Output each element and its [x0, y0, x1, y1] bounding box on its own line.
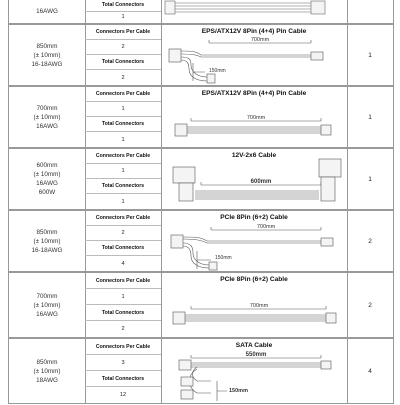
cable-title: PCIe 8Pin (6+2) Cable [220, 214, 288, 221]
diagram-cell [161, 339, 348, 403]
connectors-cell [85, 149, 162, 209]
cable-illustration [161, 87, 347, 149]
connectors-cell [85, 25, 162, 85]
per-cable-value: 1 [85, 164, 161, 179]
dimension-main: 700mm [246, 115, 266, 121]
per-cable-value: 3 [85, 355, 161, 371]
connectors-cell [85, 211, 162, 271]
total-label: Total Connectors [85, 241, 161, 256]
qty-value: 2 [368, 301, 372, 309]
cable-row-eps-850 [8, 24, 394, 86]
gauge: 16AWG [36, 310, 58, 318]
tolerance: (± 10mm) [33, 367, 61, 375]
top-total-value: 1 [121, 14, 125, 21]
total-value: 4 [121, 260, 125, 267]
dimension-main: 550mm [245, 352, 267, 358]
dimension-branch: 150mm [215, 255, 232, 261]
per-cable-value: 1 [85, 289, 161, 305]
per-cable-label: Connectors Per Cable [85, 211, 161, 226]
total-label: Total Connectors [85, 117, 161, 132]
qty-cell [347, 339, 393, 403]
dimension-main: 700mm [250, 37, 270, 43]
dimension-main: 700mm [249, 303, 269, 309]
per-cable-label: Connectors Per Cable [85, 87, 161, 102]
gauge: 16AWG [36, 122, 58, 130]
power-rating: 600W [38, 189, 56, 196]
length: 600mm [36, 162, 58, 169]
length: 700mm [36, 292, 58, 300]
diagram-cell [161, 149, 348, 209]
qty-cell [347, 211, 393, 271]
total-value: 2 [121, 326, 125, 332]
top-partial-row [8, 0, 394, 24]
per-cable-value: 2 [85, 40, 161, 55]
qty-cell [347, 149, 393, 209]
diagram-cell [161, 273, 348, 337]
per-cable-label: Connectors Per Cable [85, 149, 161, 164]
total-value: 1 [121, 136, 125, 143]
total-value: 1 [121, 198, 125, 205]
length: 700mm [36, 104, 58, 112]
connectors-cell [85, 273, 162, 337]
cable-row-pcie-700 [8, 272, 394, 338]
per-cable-label: Connectors Per Cable [85, 339, 161, 355]
length: 850mm [36, 42, 58, 50]
total-label: Total Connectors [85, 55, 161, 70]
cable-row-eps-700 [8, 86, 394, 148]
qty-cell [347, 87, 393, 147]
diagram-cell [161, 25, 348, 85]
qty-value: 1 [368, 113, 372, 121]
spec-cell [9, 87, 86, 147]
top-connectors [85, 0, 162, 23]
spec-cell [9, 273, 86, 337]
cable-title: EPS/ATX12V 8Pin (4+4) Pin Cable [201, 28, 307, 35]
tolerance: (± 10mm) [33, 51, 61, 59]
top-spec [9, 0, 86, 23]
gauge: 18AWG [36, 376, 58, 384]
cable-title: EPS/ATX12V 8Pin (4+4) Pin Cable [201, 90, 307, 97]
gauge: 16AWG [36, 180, 58, 187]
qty-value: 1 [368, 51, 372, 59]
per-cable-value: 1 [85, 102, 161, 117]
qty-cell [347, 25, 393, 85]
tolerance: (± 10mm) [33, 237, 61, 245]
spec-cell [9, 211, 86, 271]
dimension-branch: 150mm [229, 388, 248, 394]
connectors-cell [85, 87, 162, 147]
top-total-label: Total Connectors [85, 0, 161, 12]
per-cable-label: Connectors Per Cable [85, 25, 161, 40]
qty-value: 1 [368, 175, 372, 183]
dimension-branch: 150mm [209, 68, 226, 74]
connectors-cell [85, 339, 162, 403]
qty-value: 2 [368, 237, 372, 245]
cable-title: 12V-2x6 Cable [231, 152, 277, 159]
gauge: 16-18AWG [31, 246, 63, 254]
cable-illustration [161, 211, 347, 273]
diagram-cell [161, 87, 348, 147]
cable-row-sata [8, 338, 394, 404]
qty-value: 4 [368, 367, 372, 375]
tolerance: (± 10mm) [33, 171, 61, 178]
total-value: 12 [119, 392, 127, 398]
spec-cell [9, 149, 86, 209]
cable-illustration [161, 273, 347, 339]
cable-title: SATA Cable [235, 342, 273, 349]
dimension-main: 700mm [256, 224, 276, 230]
length: 850mm [36, 358, 58, 366]
spec-cell [9, 25, 86, 85]
cable-row-pcie-850 [8, 210, 394, 272]
per-cable-label: Connectors Per Cable [85, 273, 161, 289]
spec-cell [9, 339, 86, 403]
cable-illustration [161, 339, 347, 405]
tolerance: (± 10mm) [33, 301, 61, 309]
total-label: Total Connectors [85, 371, 161, 387]
total-label: Total Connectors [85, 305, 161, 321]
cable-illustration [161, 25, 347, 87]
gauge: 16-18AWG [31, 60, 63, 68]
per-cable-value: 2 [85, 226, 161, 241]
top-spec-text: 16AWG [36, 8, 58, 15]
length: 850mm [36, 228, 58, 236]
diagram-cell [161, 211, 348, 271]
cable-title: PCIe 8Pin (6+2) Cable [220, 276, 288, 283]
total-label: Total Connectors [85, 179, 161, 194]
tolerance: (± 10mm) [33, 113, 61, 121]
cable-illustration [161, 149, 347, 211]
cable-row-12v-2x6 [8, 148, 394, 210]
qty-cell [347, 273, 393, 337]
top-cable-illustration [161, 0, 347, 24]
total-value: 2 [121, 74, 125, 81]
dimension-main: 600mm [250, 179, 272, 185]
